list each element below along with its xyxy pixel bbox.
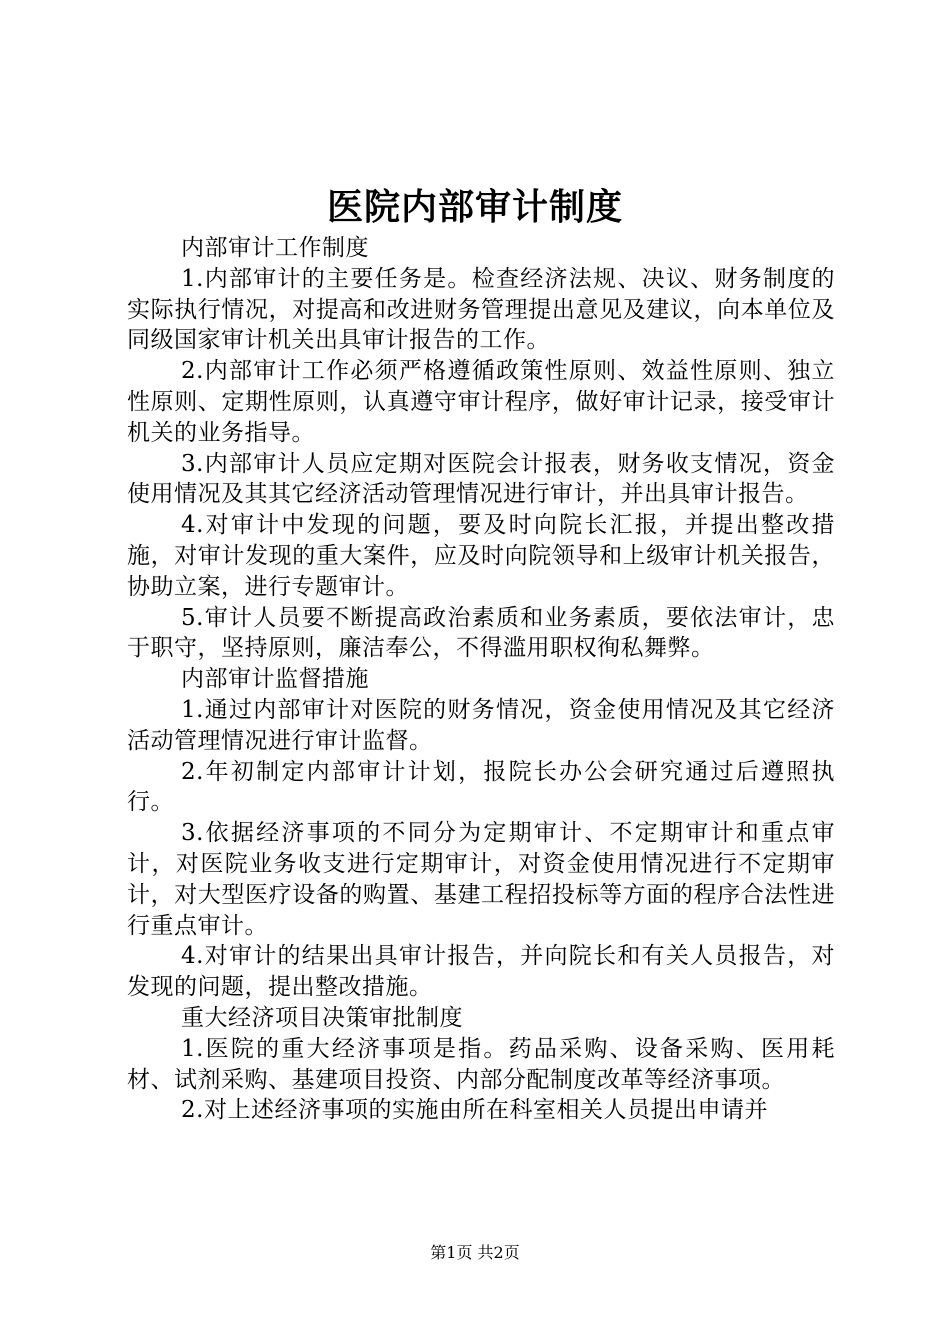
section-heading-audit-supervision: 内部审计监督措施 bbox=[181, 666, 369, 693]
document-title: 医院内部审计制度 bbox=[326, 186, 623, 228]
paragraph: 1.医院的重大经济事项是指。药品采购、设备采购、医用耗材、试剂采购、基建项目投资、内部分配制度改革等经济事项。 bbox=[127, 1035, 835, 1093]
paragraph: 4.对审计的结果出具审计报告，并向院长和有关人员报告，对发现的问题，提出整改措施。 bbox=[127, 943, 835, 1001]
paragraph: 5.审计人员要不断提高政治素质和业务素质，要依法审计，忠于职守，坚持原则，廉洁奉公，不得滥用职权徇私舞弊。 bbox=[127, 604, 835, 662]
paragraph: 3.依据经济事项的不同分为定期审计、不定期审计和重点审计，对医院业务收支进行定期审计，对资金使用情况进行不定期审计，对大型医疗设备的购置、基建工程招投标等方面的程序合法性进行重点审计。 bbox=[127, 820, 835, 939]
section-heading-major-economic-decisions: 重大经济项目决策审批制度 bbox=[181, 1004, 463, 1031]
section-heading-audit-work-system: 内部审计工作制度 bbox=[181, 235, 369, 261]
paragraph: 2.对上述经济事项的实施由所在科室相关人员提出申请并 bbox=[181, 1097, 768, 1124]
paragraph: 2.年初制定内部审计计划，报院长办公会研究通过后遵照执行。 bbox=[127, 758, 835, 816]
document-body bbox=[127, 233, 835, 1126]
paragraph: 3.内部审计人员应定期对医院会计报表，财务收支情况，资金使用情况及其其它经济活动管理情况进行审计，并出具审计报告。 bbox=[127, 450, 835, 508]
paragraph: 2.内部审计工作必须严格遵循政策性原则、效益性原则、独立性原则、定期性原则，认真遵守审计程序，做好审计记录，接受审计机关的业务指导。 bbox=[127, 358, 835, 446]
paragraph: 1.内部审计的主要任务是。检查经济法规、决议、财务制度的实际执行情况，对提高和改进财务管理提出意见及建议，向本单位及同级国家审计机关出具审计报告的工作。 bbox=[127, 265, 835, 354]
paragraph: 1.通过内部审计对医院的财务情况，资金使用情况及其它经济活动管理情况进行审计监督。 bbox=[127, 696, 835, 754]
paragraph: 4.对审计中发现的问题，要及时向院长汇报，并提出整改措施，对审计发现的重大案件，应及时向院领导和上级审计机关报告，协助立案，进行专题审计。 bbox=[127, 512, 835, 600]
page-number-footer: 第1页 共2页 bbox=[430, 1243, 520, 1262]
